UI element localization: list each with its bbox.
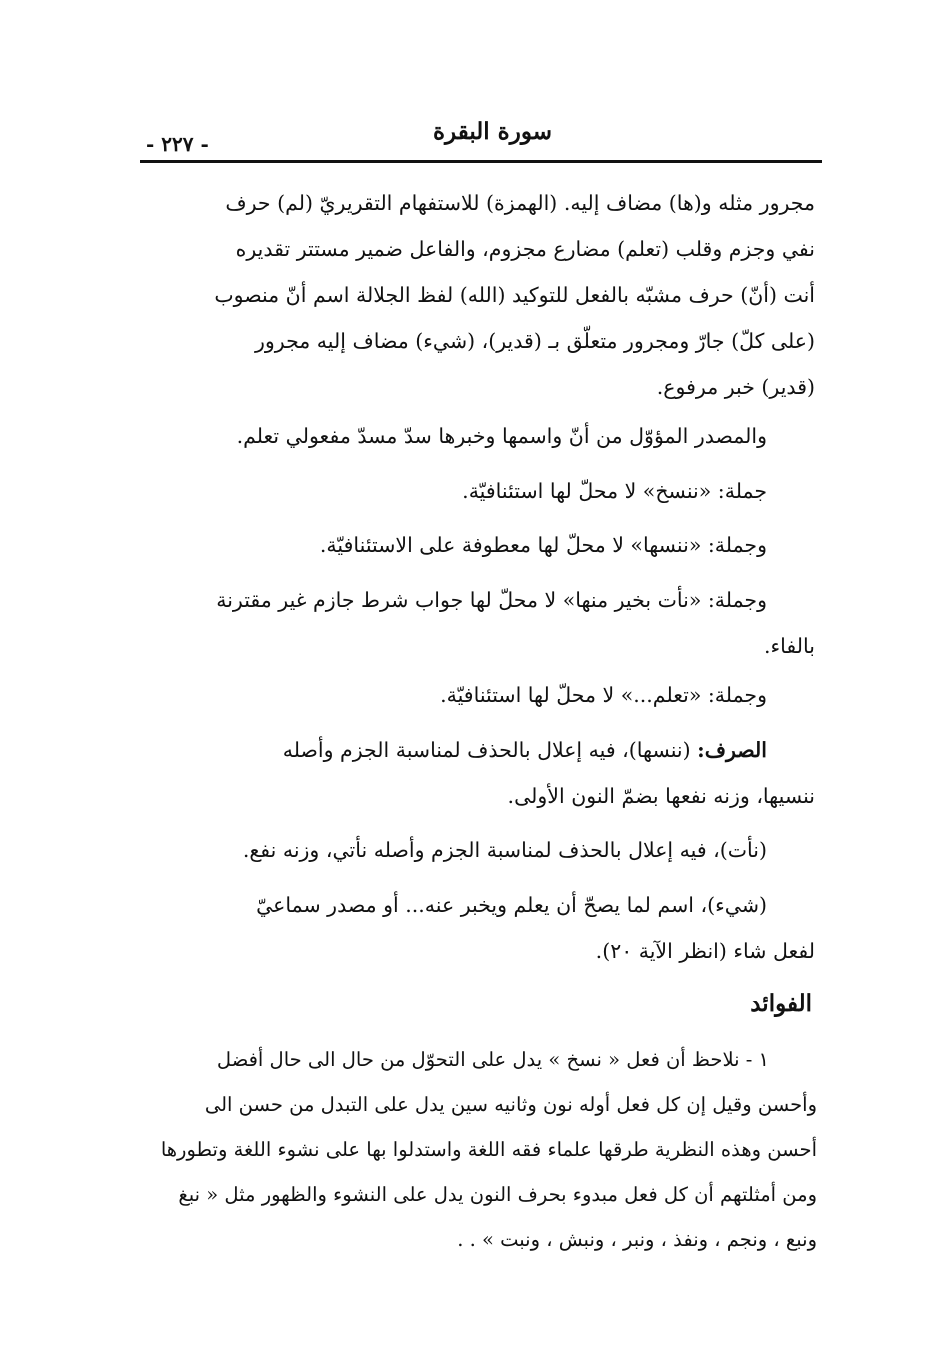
- text-line: وجملة: «ننسها» لا محلّ لها معطوفة على الاستئنافيّة.: [319, 533, 767, 557]
- page-header: [140, 118, 820, 162]
- sarf-text: (ننسها)، فيه إعلال بالحذف لمناسبة الجزم وأصله: [282, 738, 698, 762]
- fawaid-heading: الفوائد: [750, 990, 812, 1017]
- text-line: [140, 727, 815, 773]
- sentence-nunsiha: [140, 522, 815, 568]
- text-line: (على كلّ) جارّ ومجرور متعلّق بـ (قدير)، (شيء) مضاف إليه مجرور: [254, 329, 815, 353]
- surah-title: سورة البقرة: [432, 118, 552, 145]
- text-line: والمصدر المؤوّل من أنّ واسمها وخبرها سدّ مسدّ مفعولي تعلم.: [236, 424, 767, 448]
- sentence-nansakh: [140, 468, 815, 514]
- sarf-label: الصرف:: [697, 738, 767, 762]
- text-line: (شيء)، اسم لما يصحّ أن يعلم ويخبر عنه... أو مصدر سماعيّ: [256, 893, 767, 917]
- paragraph-shay: [140, 882, 815, 974]
- text-line: (قدير) خبر مرفوع.: [656, 375, 815, 399]
- text-line: وجملة: «تعلم...» لا محلّ لها استئنافيّة.: [440, 683, 767, 707]
- text-line: نفي وجزم وقلب (تعلم) مضارع مجزوم، والفاعل ضمير مستتر تقديره: [235, 237, 815, 261]
- text-line: ١ - نلاحظ أن فعل « نسخ » يدل على التحوّل من حال الى حال أفضل: [216, 1048, 769, 1071]
- text-line: ونبع ، ونجم ، ونفذ ، ونبر ، ونبش ، ونبت » . .: [457, 1228, 817, 1251]
- header-rule: [140, 160, 822, 163]
- paragraph-masdar: [140, 413, 815, 459]
- text-line: لفعل شاء (انظر الآية ٢٠).: [595, 939, 815, 963]
- sentence-talam: [140, 672, 815, 718]
- paragraph-nat: [140, 827, 815, 873]
- text-line: بالفاء.: [764, 634, 815, 658]
- text-line: (نأت)، فيه إعلال بالحذف لمناسبة الجزم وأصله نأتي، وزنه نفع.: [242, 838, 767, 862]
- sentence-nati: [140, 577, 815, 669]
- text-line: وجملة: «نأت بخير منها» لا محلّ لها جواب شرط جازم غير مقترنة: [216, 588, 767, 612]
- paragraph-irab: [140, 180, 815, 410]
- section-sarf: [140, 727, 815, 819]
- text-line: أنت (أنّ) حرف مشبّه بالفعل للتوكيد (الله) لفظ الجلالة اسم أنّ منصوب: [214, 283, 815, 307]
- page-number: - ٢٢٧ -: [146, 132, 209, 156]
- text-line: ننسيها، وزنه نفعها بضمّ النون الأولى.: [507, 784, 815, 808]
- text-line: ومن أمثلتهم أن كل فعل مبدوء بحرف النون يدل على النشوء والظهور مثل « نبغ: [178, 1183, 817, 1206]
- text-line: جملة: «ننسخ» لا محلّ لها استئنافيّة.: [462, 479, 767, 503]
- fawaid-paragraph: [132, 1037, 817, 1262]
- text-line: أحسن وهذه النظرية طرقها علماء فقه اللغة واستدلوا بها على نشوء اللغة وتطورها: [160, 1138, 817, 1161]
- text-line: وأحسن وقيل إن كل فعل أوله نون وثانيه سين يدل على التبدل من حسن الى: [204, 1093, 817, 1116]
- text-line: مجرور مثله و(ها) مضاف إليه. (الهمزة) للاستفهام التقريريّ (لم) حرف: [225, 191, 815, 215]
